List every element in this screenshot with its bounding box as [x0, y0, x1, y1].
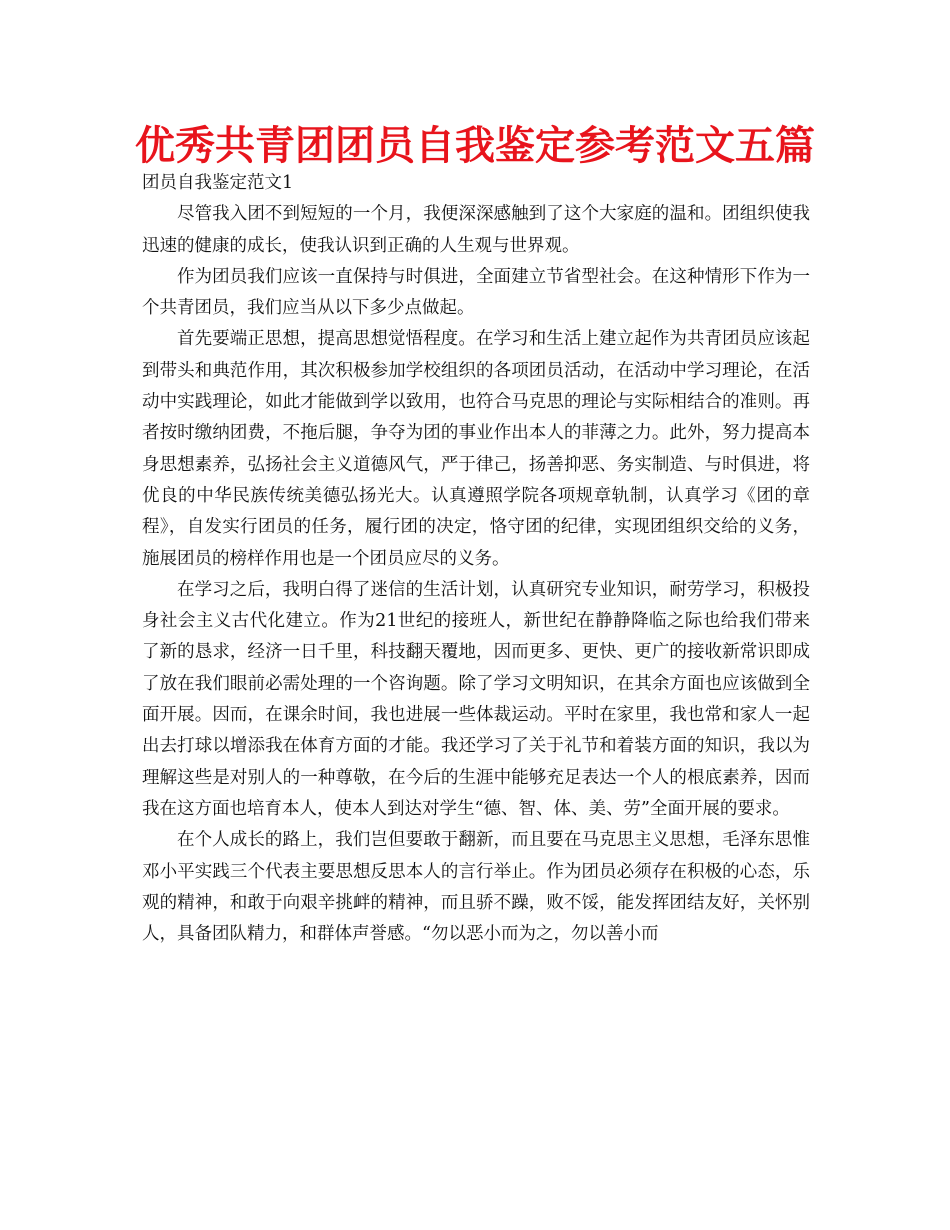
paragraph-2: 作为团员我们应该一直保持与时俱进，全面建立节省型社会。在这种情形下作为一个共青团员，我们应当从以下多少点做起。: [142, 266, 810, 319]
document-title: 优秀共青团团员自我鉴定参考范文五篇: [135, 123, 815, 169]
document-body: [142, 168, 810, 950]
paragraph-5: 在个人成长的路上，我们岂但要敢于翻新，而且要在马克思主义思想，毛泽东思惟邓小平实践三个代表主要思想反思本人的言行举止。作为团员必须存在积极的心态，乐观的精神，和敢于向艰辛挑衅的精神，而且骄不躁，败不馁，能发挥团结友好，关怀别人，具备团队精力，和群体声誉感。“勿以恶小而为之，勿以善小而: [142, 830, 810, 945]
section-subtitle: 团员自我鉴定范文1: [142, 173, 294, 193]
paragraph-1: 尽管我入团不到短短的一个月，我便深深感触到了这个大家庭的温和。团组织使我迅速的健康的成长，使我认识到正确的人生观与世界观。: [142, 204, 810, 256]
paragraph-3: 首先要端正思想，提高思想觉悟程度。在学习和生活上建立起作为共青团员应该起到带头和典范作用，其次积极参加学校组织的各项团员活动，在活动中学习理论，在活动中实践理论，如此才能做到学以致用，也符合马克思的理论与实际相结合的准则。再者按时缴纳团费，不拖后腿，争夺为团的事业作出本人的菲薄之力。此外，努力提高本身思想素养，弘扬社会主义道德风气，严于律己，扬善抑恶、务实制造、与时俱进，将优良的中华民族传统美德弘扬光大。认真遵照学院各项规章轨制，认真学习《团的章程》，自发实行团员的任务，履行团的决定，恪守团的纪律，实现团组织交给的义务，施展团员的榜样作用也是一个团员应尽的义务。: [142, 329, 810, 569]
paragraph-4: 在学习之后，我明白得了迷信的生活计划，认真研究专业知识，耐劳学习，积极投身社会主义古代化建立。作为21世纪的接班人，新世纪在静静降临之际也给我们带来了新的恳求，经济一日千里，科技翻天覆地，因而更多、更快、更广的接收新常识即成了放在我们眼前必需处理的一个咨询题。除了学习文明知识，在其余方面也应该做到全面开展。因而，在课余时间，我也进展一些体裁运动。平时在家里，我也常和家人一起出去打球以增添我在体育方面的才能。我还学习了关于礼节和着装方面的知识，我以为理解这些是对别人的一种尊敬，在今后的生涯中能够充足表达一个人的根底素养，因而我在这方面也培育本人，使本人到达对学生“德、智、体、美、劳”全面开展的要求。: [142, 579, 810, 819]
